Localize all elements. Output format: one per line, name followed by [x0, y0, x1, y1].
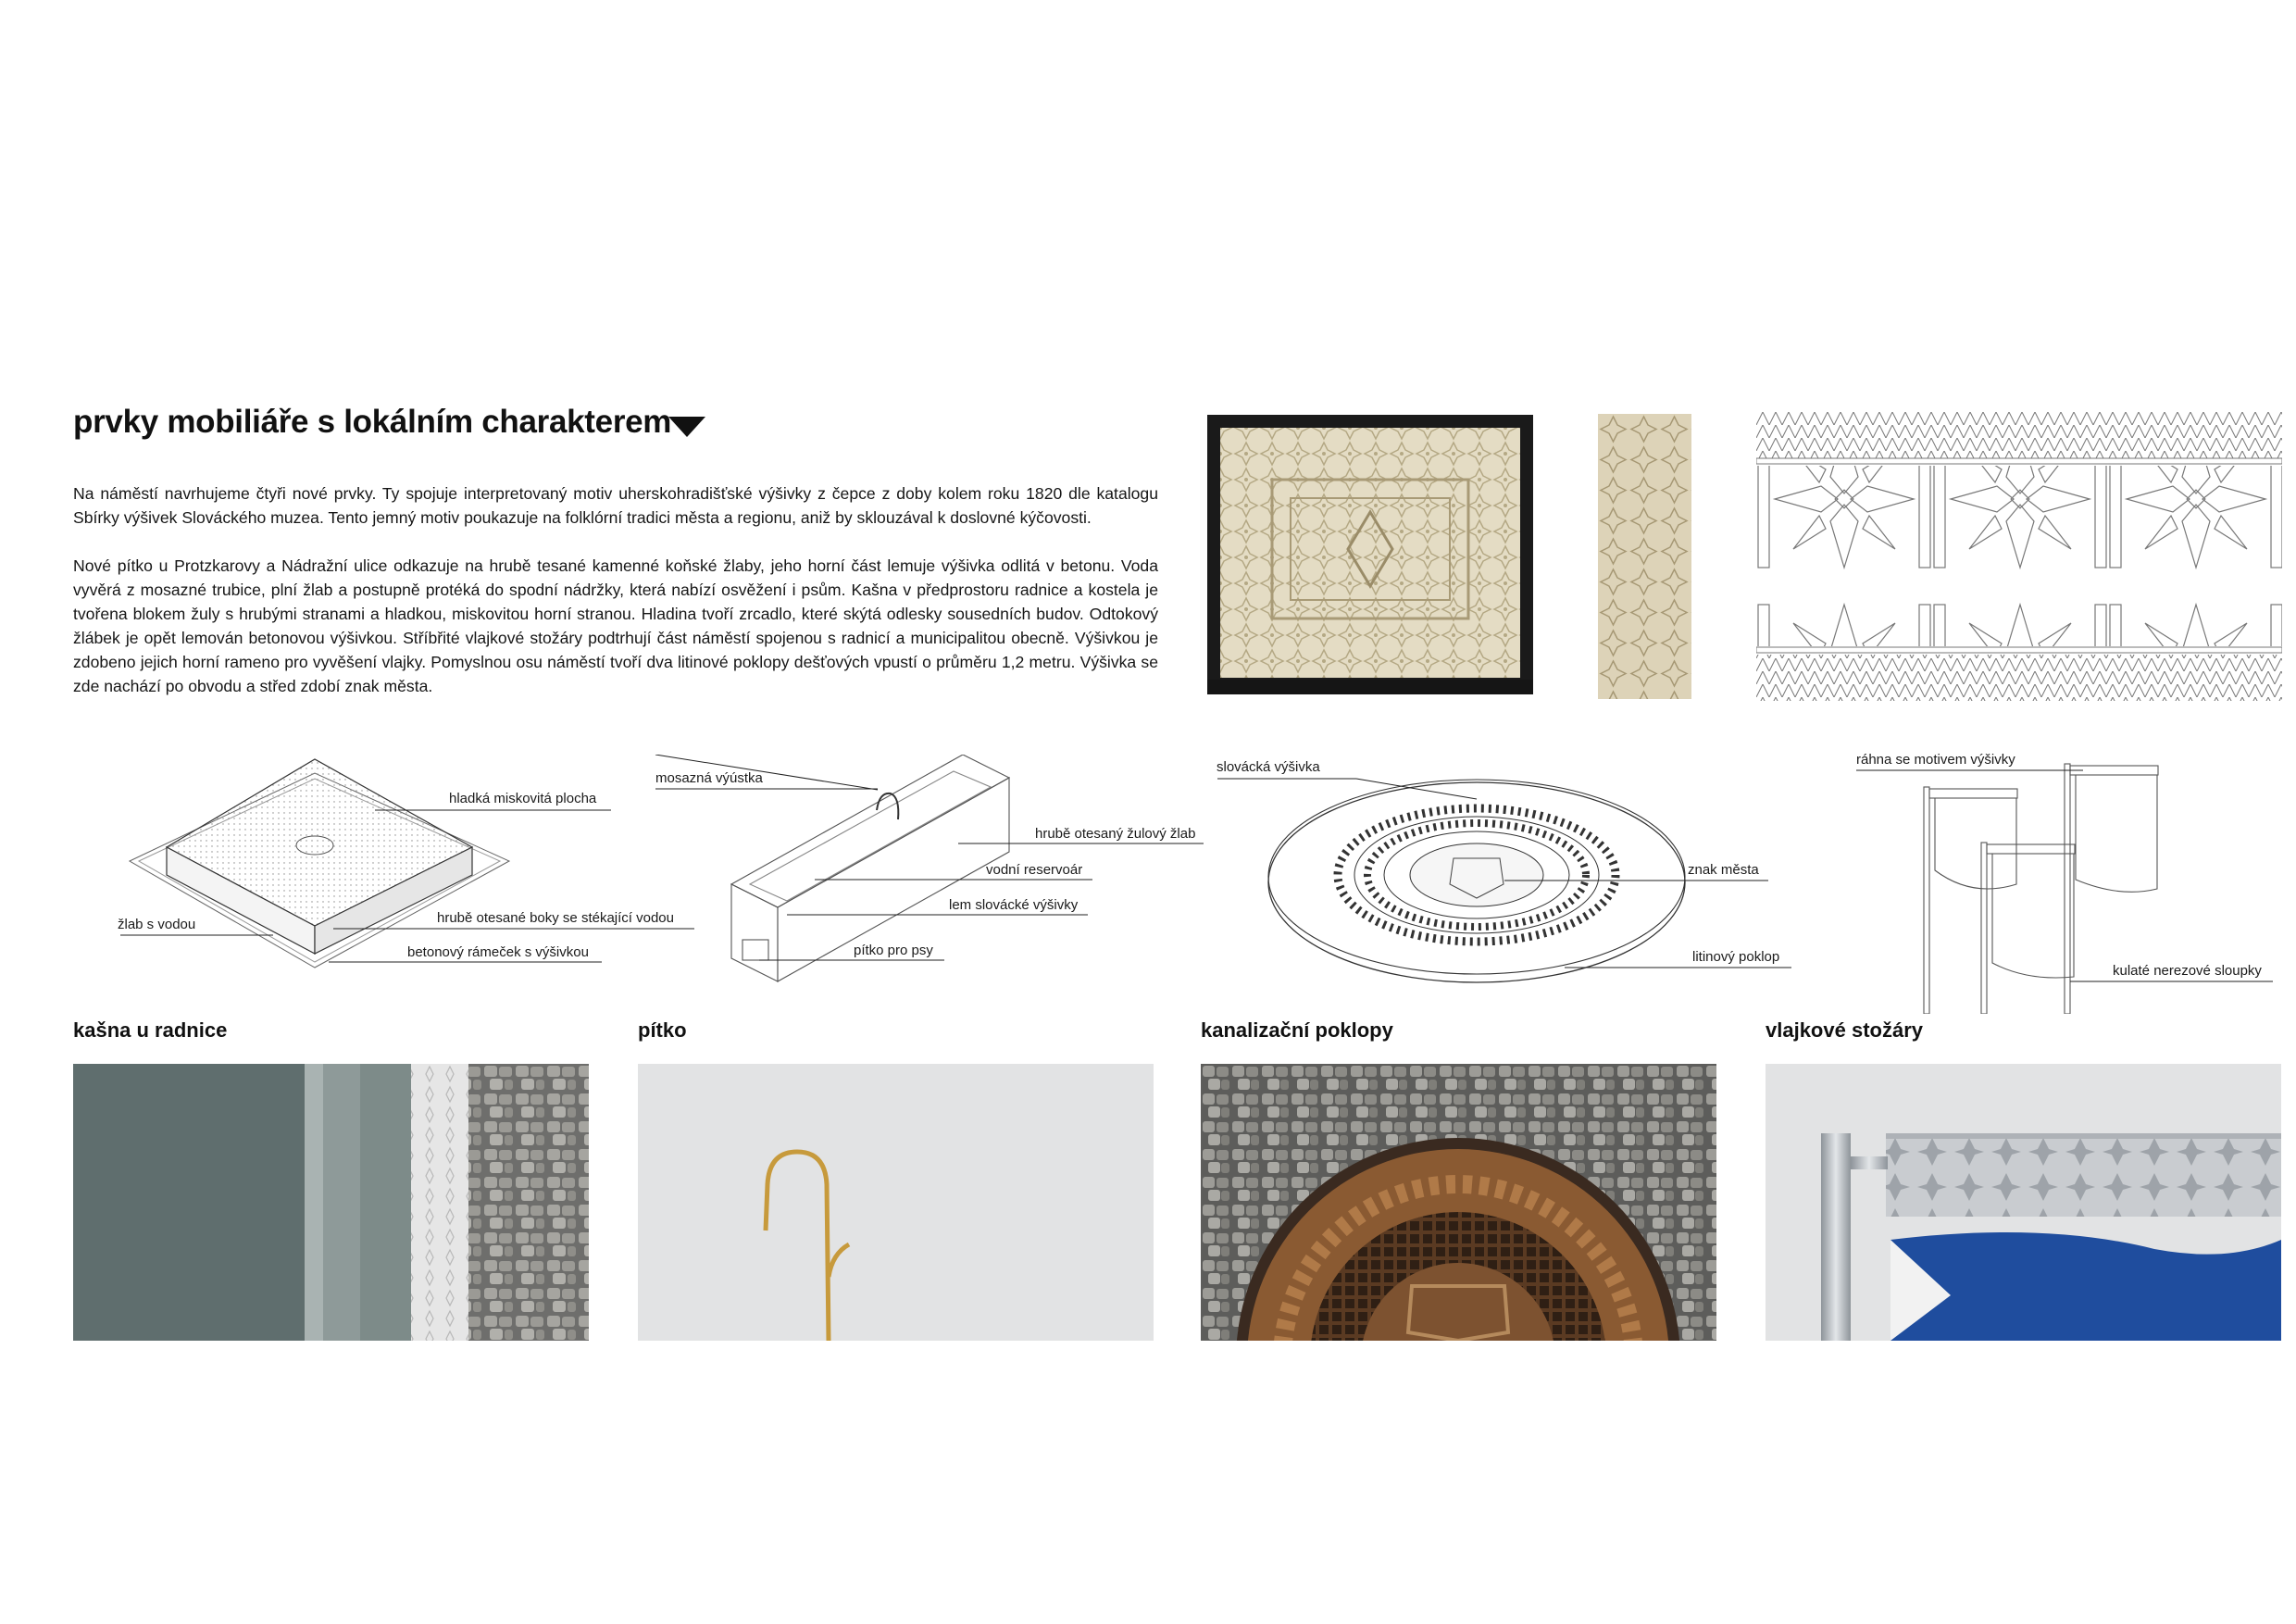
drinker-photo	[638, 1064, 1154, 1341]
label-concrete-frame: betonový rámeček s výšivkou	[407, 944, 589, 960]
intro-paragraph-2	[73, 554, 1158, 698]
label-embroidery-edge: lem slovácké výšivky	[949, 897, 1079, 913]
label-steel-posts: kulaté nerezové sloupky	[2113, 963, 2262, 979]
label-water-channel: žlab s vodou	[118, 917, 196, 932]
flagpoles-diagram	[1852, 750, 2277, 1018]
label-rough-sides: hrubě otesané boky se stékající vodou	[437, 910, 674, 926]
label-city-emblem: znak města	[1688, 862, 1759, 878]
embroidery-cap-photo	[1207, 415, 1533, 699]
section-title-manhole: kanalizační poklopy	[1201, 1018, 1393, 1042]
manhole-diagram	[1213, 755, 1796, 991]
label-smooth-surface: hladká miskovitá plocha	[449, 791, 597, 806]
manhole-photo	[1201, 1064, 1716, 1341]
triangle-down-icon	[668, 417, 705, 442]
label-slovak-embroidery: slovácká výšivka	[1217, 759, 1320, 775]
section-title-fountain: kašna u radnice	[73, 1018, 228, 1042]
embroidery-pattern-drawing	[1756, 412, 2282, 706]
intro-text-2: Nové pítko u Protzkarovy a Nádražní ulice odkazuje na hrubě tesané kamenné koňské žlaby, jeho horní část lemuje výšivka odlitá v betonu. Voda vyvěrá z mosazné trubice, plní žlab a postupně protéká do spodní nádržky, která nabízí osvěžení i psům. Kašna v předprostoru radnice a kostela je tvořena blokem žuly s hrubými stranami a hladkou, miskovitou horní stranou. Hladina tvoří zrcadlo, které skýtá odlesky sousedních budov. Odtokový žlábek je opět lemován betonovou výšivkou. Stříbřité vlajkové stožáry podtrhují část náměstí spojenou s radnicí a municipalitou obecně. Výšivkou je zdobeno jejich horní rameno pro vyvěšení vlajky. Pomyslnou osu náměstí tvoří dva litinové poklopy dešťových vpustí o průměru 1,2 metru. Výšivka se zde nachází po obvodu a střed zdobí znak města.	[73, 556, 1158, 695]
embroidery-strip-photo	[1598, 414, 1691, 704]
drinker-diagram	[648, 755, 1213, 991]
label-cast-iron-cover: litinový poklop	[1692, 949, 1780, 965]
intro-text-1: Na náměstí navrhujeme čtyři nové prvky. Ty spojuje interpretovaný motiv uherskohradišťské výšivky z čepce z doby kolem roku 1820 dle katalogu Sbírky výšivek Slováckého muzea. Tento jemný motiv poukazuje na folklórní tradici města a regionu, aniž by sklouzával k doslovné kýčovosti.	[73, 484, 1158, 527]
intro-paragraph-1	[73, 481, 1158, 530]
fountain-photo	[73, 1064, 589, 1341]
label-dog-drinker: pítko pro psy	[854, 943, 933, 958]
flagpole-photo	[1766, 1064, 2281, 1341]
label-water-reservoir: vodní reservoár	[986, 862, 1083, 878]
label-brass-spout: mosazná výústka	[655, 770, 763, 786]
section-title-flagpoles: vlajkové stožáry	[1766, 1018, 1923, 1042]
page-title: prvky mobiliáře s lokálním charakterem	[73, 404, 672, 440]
label-granite-trough: hrubě otesaný žulový žlab	[1035, 826, 1196, 842]
label-flag-arm: ráhna se motivem výšivky	[1856, 752, 2015, 768]
fountain-diagram	[120, 755, 694, 991]
section-title-drinker: pítko	[638, 1018, 687, 1042]
